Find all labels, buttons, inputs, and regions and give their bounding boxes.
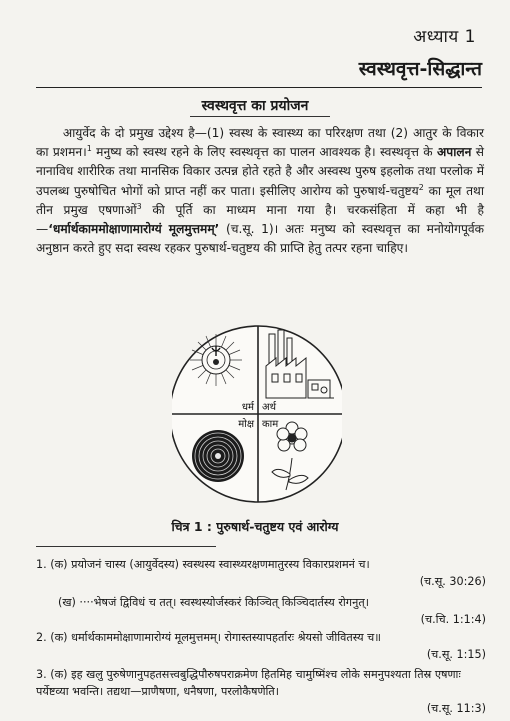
footnote-marker: 1 <box>86 144 92 154</box>
body-text: की पूर्ति का माध्यम माना गया है। चरकसंहिता में कहा भी है— <box>36 202 484 237</box>
footnote-marker: 3 <box>136 201 142 211</box>
footnote-1a <box>36 556 492 590</box>
figure-caption: चित्र 1 : पुरुषार्थ-चतुष्टय एवं आरोग्य <box>171 519 339 534</box>
footnote-3a <box>36 666 492 717</box>
footnote-text: 2. (क) धर्मार्थकाममोक्षाणामारोग्यं मूलमुत्तमम्। रोगास्तस्यापहर्तारः श्रेयसो जीवितस्य च॥ <box>36 631 381 644</box>
body-paragraph <box>36 124 484 258</box>
chapter-label: अध्याय 1 <box>413 27 476 47</box>
sanskrit-quote: ‘धर्मार्थकाममोक्षाणामारोग्यं मूलमुत्तमम्’ <box>48 222 220 237</box>
section-heading: स्वस्थवृत्त का प्रयोजन <box>201 98 309 114</box>
purushartha-diagram <box>172 310 342 510</box>
body-text: से नानाविध शारीरिक तथा मानसिक विकार उत्पन्न होते रहते है और अस्वस्थ पुरुष इहलोक तथा परलोक में उपलब्ध पुरुषोचित भोगों को प्राप्त नहीं कर पाता। इसीलिए आरोग्य को पुरुषार्थ-चतुष्टय <box>36 145 484 198</box>
footnote-reference: (च.सू. 30:26) <box>419 575 486 588</box>
label-artha: अर्थ <box>262 402 277 413</box>
footnote-1b <box>58 594 492 628</box>
footnote-text: 3. (क) इह खलु पुरुषेणानुपहतसत्त्वबुद्धिपौरुषपराक्रमेण हितमिह चामुष्मिंश्च लोके समनुपश्यता तिस्र एषणाः पर्येष्टव्या भवन्ति। तद्यथा—प्राणैषणा, धनैषणा, परलोकैषणेति। <box>36 668 461 698</box>
header-rule <box>36 87 482 88</box>
footnote-reference: (च.सू. 1:15) <box>426 648 486 661</box>
footnote-2a <box>36 629 492 663</box>
footnote-reference: (च.चि. 1:1:4) <box>420 613 486 626</box>
chapter-title: स्वस्थवृत्त-सिद्धान्त <box>358 58 482 80</box>
label-moksha: मोक्ष <box>238 419 254 430</box>
label-dharma: धर्म <box>241 402 254 413</box>
body-text: आयुर्वेद के दो प्रमुख उद्देश्य है—(1) स्वस्थ के स्वास्थ्य का परिरक्षण तथा (2) आतुर के विकार का प्रशमन। <box>36 126 484 160</box>
bold-term: अपालन <box>436 145 472 160</box>
footnote-text: (ख) ····भेषजं द्विविधं च तत्। स्वस्थस्योर्जस्करं किञ्चित् किञ्चिदार्तस्य रोगनुत्। <box>58 596 369 609</box>
body-text: (च.सू. 1)। अतः मनुष्य को स्वस्थवृत्त का मनोयोगपूर्वक अनुष्ठान करते हुए सदा स्वस्थ रहकर पुरुषार्थ-चतुष्टय की प्राप्ति हेतु तत्पर रहना चाहिए। <box>36 222 485 256</box>
footnote-reference: (च.सू. 11:3) <box>426 702 486 715</box>
footnote-text: 1. (क) प्रयोजनं चास्य (आयुर्वेदस्य) स्वस्थस्य स्वास्थ्यरक्षणमातुरस्य विकारप्रशमनं च। <box>36 558 370 571</box>
body-text: का मूल तथा तीन प्रमुख एषणाओं <box>36 183 484 217</box>
footnote-rule <box>36 546 216 547</box>
body-text: मनुष्य को स्वस्थ रहने के लिए स्वस्थवृत्त का पालन आवश्यक है। स्वस्थवृत्त के <box>91 145 437 160</box>
section-heading-underline <box>190 116 330 117</box>
moksha-rings-icon <box>192 430 244 482</box>
label-kama: काम <box>262 419 279 430</box>
footnote-marker: 2 <box>418 182 424 192</box>
